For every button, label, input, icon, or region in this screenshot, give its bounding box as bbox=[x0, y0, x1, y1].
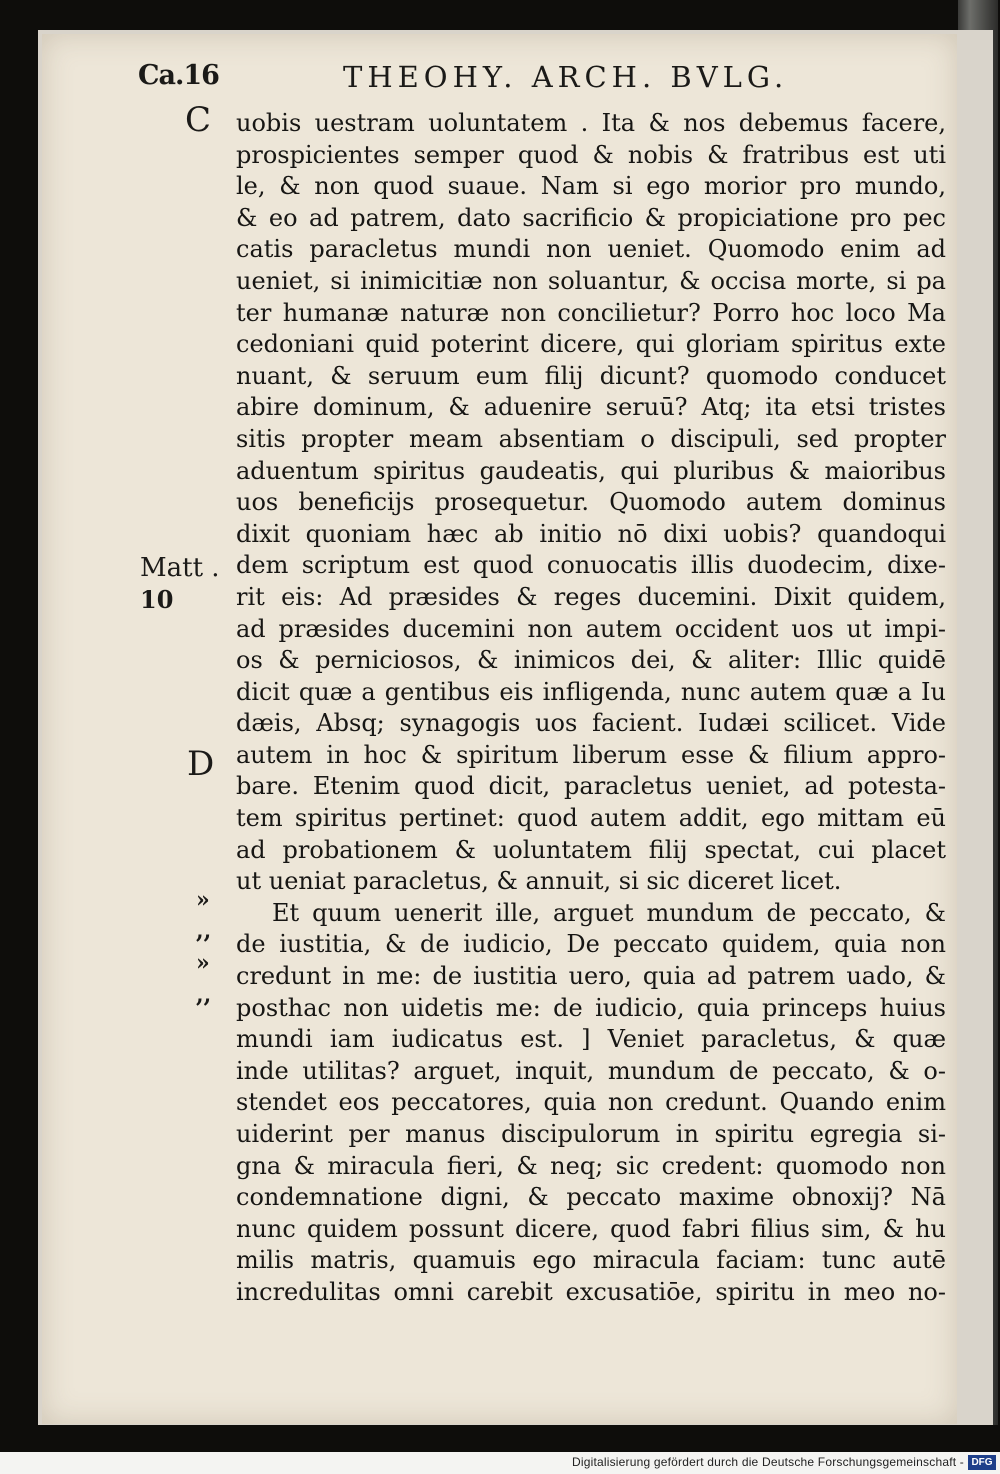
text-line: os & perniciosos, & inimicos dei, & aliter: Illic quidē bbox=[236, 646, 946, 675]
text-line: credunt in me: de iustitia uero, quia ad patrem uado, & bbox=[236, 962, 946, 991]
text-line: prospicientes semper quod & nobis & fratribus est uti bbox=[236, 140, 946, 169]
body-text bbox=[236, 108, 946, 1309]
text-line: ter humanæ naturæ non concilietur? Porro hoc loco Ma bbox=[236, 298, 946, 327]
page-header bbox=[138, 60, 938, 110]
text-line: autem in hoc & spiritum liberum esse & filium appro- bbox=[236, 740, 946, 769]
text-line: dæis, Absq; synagogis uos facient. Iudæi scilicet. Vide bbox=[236, 709, 946, 738]
text-line: condemnatione digni, & peccato maxime obnoxij? Nā bbox=[236, 1183, 946, 1212]
text-line: stendet eos peccatores, quia non credunt. Quando enim bbox=[236, 1088, 946, 1117]
margin-section-d: D bbox=[187, 744, 215, 784]
text-line: de iustitia, & de iudicio, De peccato quidem, quia non bbox=[236, 930, 946, 959]
margin-quote-mark: ,, bbox=[196, 982, 212, 1008]
digitization-footer bbox=[0, 1452, 1000, 1474]
text-line: rit eis: Ad præsides & reges ducemini. Dixit quidem, bbox=[236, 582, 946, 611]
text-line: abire dominum, & aduenire seruū? Atq; ita etsi tristes bbox=[236, 393, 946, 422]
margin-section-c: C bbox=[185, 100, 212, 140]
text-line: uiderint per manus discipulorum in spiritu egregia si- bbox=[236, 1120, 946, 1148]
margin-reference-book: Matt . bbox=[140, 553, 220, 583]
text-line: Et quum uenerit ille, arguet mundum de peccato, & bbox=[272, 898, 946, 927]
text-line: tem spiritus pertinet: quod autem addit, ego mittam eū bbox=[236, 804, 946, 833]
text-line: inde utilitas? arguet, inquit, mundum de peccato, & o- bbox=[236, 1056, 946, 1085]
text-line: dem scriptum est quod conuocatis illis duodecim, dixe- bbox=[236, 551, 946, 580]
text-line: uos beneficijs prosequetur. Quomodo autem dominus bbox=[236, 488, 946, 517]
running-title: THEOHY. ARCH. BVLG. bbox=[343, 60, 789, 94]
text-line: cedoniani quid poterint dicere, qui gloriam spiritus exte bbox=[236, 330, 946, 359]
text-line: catis paracletus mundi non ueniet. Quomodo enim ad bbox=[236, 235, 946, 264]
margin-quote-mark: » bbox=[196, 887, 210, 913]
text-line: ad præsides ducemini non autem occident uos ut impi- bbox=[236, 614, 946, 643]
chapter-number: Ca.16 bbox=[138, 60, 219, 91]
footer-credit: Digitalisierung gefördert durch die Deutsche Forschungsgemeinschaft - bbox=[572, 1455, 964, 1469]
text-line: ueniet, si inimicitiæ non soluantur, & occisa morte, si pa bbox=[236, 266, 946, 295]
text-line: gna & miracula fieri, & neq; sic credent: quomodo non bbox=[236, 1151, 946, 1180]
text-line: dixit quoniam hæc ab initio nō dixi uobis? quandoqui bbox=[236, 519, 946, 548]
dfg-logo-icon: DFG bbox=[968, 1455, 996, 1470]
text-line: & eo ad patrem, dato sacrificio & propiciatione pro pec bbox=[236, 203, 946, 232]
margin-quote-mark: ,, bbox=[196, 918, 212, 944]
text-line: mundi iam iudicatus est. ] Veniet paracletus, & quæ bbox=[236, 1025, 946, 1054]
text-line: dicit quæ a gentibus eis infligenda, nunc autem quæ a Iu bbox=[236, 677, 946, 706]
text-line: uobis uestram uoluntatem . Ita & nos debemus facere, bbox=[236, 109, 946, 137]
text-line: aduentum spiritus gaudeatis, qui pluribus & maioribus bbox=[236, 456, 946, 485]
text-line: nuant, & seruum eum filij dicunt? quomodo conducet bbox=[236, 361, 946, 390]
margin-quote-mark: » bbox=[196, 950, 210, 976]
margin-reference-number: 10 bbox=[140, 585, 174, 614]
text-line: sitis propter meam absentiam o discipuli, sed propter bbox=[236, 424, 946, 453]
text-line: milis matris, quamuis ego miracula faciam: tunc autē bbox=[236, 1246, 946, 1275]
text-line: bare. Etenim quod dicit, paracletus ueniet, ad potesta- bbox=[236, 772, 946, 801]
text-line: posthac non uidetis me: de iudicio, quia princeps huius bbox=[236, 993, 946, 1022]
text-line: nunc quidem possunt dicere, quod fabri filius sim, & hu bbox=[236, 1214, 946, 1243]
text-line: incredulitas omni carebit excusatiōe, spiritu in meo no- bbox=[236, 1277, 946, 1306]
text-line: le, & non quod suaue. Nam si ego morior pro mundo, bbox=[236, 172, 946, 201]
text-line: ad probationem & uoluntatem filij spectat, cui placet bbox=[236, 835, 946, 864]
text-line: ut ueniat paracletus, & annuit, si sic diceret licet. bbox=[236, 867, 842, 896]
